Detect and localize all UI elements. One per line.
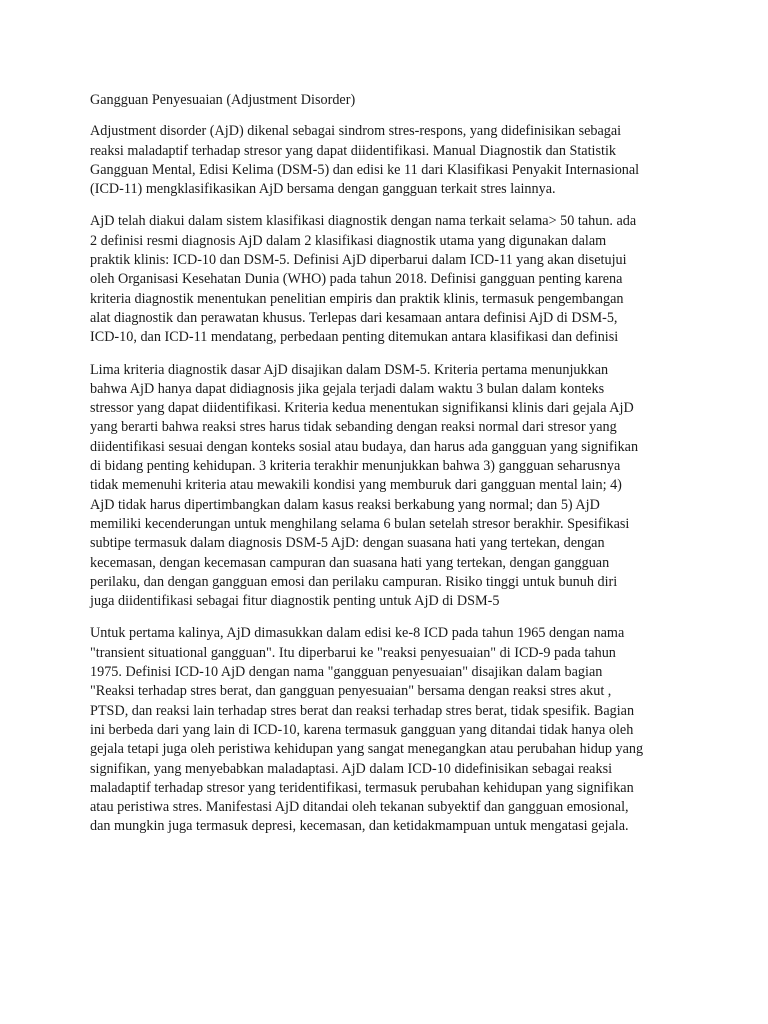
text-line: "Reaksi terhadap stres berat, dan gangguan penyesuaian" bersama dengan reaksi stres akut , — [90, 683, 612, 700]
text-line: Lima kriteria diagnostik dasar AjD disajikan dalam DSM-5. Kriteria pertama menunjukkan — [90, 361, 609, 378]
paragraph-1 — [90, 122, 680, 199]
text-line: di bidang penting kehidupan. 3 kriteria terakhir menunjukkan bahwa 3) gangguan seharusnya — [90, 458, 621, 475]
text-line: ini berbeda dari yang lain di ICD-10, karena termasuk gangguan yang ditandai tidak hanya oleh — [90, 721, 634, 738]
text-line: kriteria diagnostik menentukan penelitian empiris dan praktik klinis, termasuk pengembangan — [90, 290, 624, 307]
text-line: Adjustment disorder (AjD) dikenal sebagai sindrom stres-respons, yang didefinisikan sebagai — [90, 123, 622, 140]
document-body — [90, 122, 680, 836]
document-page — [90, 91, 680, 850]
text-line: diidentifikasi sesuai dengan konteks sosial atau budaya, dan harus ada gangguan yang signifikan — [90, 438, 639, 455]
text-line: gejala tetapi juga oleh peristiwa kehidupan yang sangat menegangkan atau perubahan hidup yang — [90, 741, 644, 758]
paragraph-4 — [90, 624, 680, 836]
text-line: perilaku, dan dengan gangguan emosi dan perilaku campuran. Risiko tinggi untuk bunuh diri — [90, 573, 618, 590]
text-line: stressor yang dapat diidentifikasi. Kriteria kedua menentukan signifikansi klinis dari gejala AjD — [90, 400, 634, 417]
text-line: AjD telah diakui dalam sistem klasifikasi diagnostik dengan nama terkait selama> 50 tahun. ada — [90, 213, 637, 230]
text-line: Gangguan Mental, Edisi Kelima (DSM-5) dan edisi ke 11 dari Klasifikasi Penyakit Internasional — [90, 161, 640, 178]
text-line: praktik klinis: ICD-10 dan DSM-5. Definisi AjD diperbarui dalam ICD-11 yang akan disetujui — [90, 252, 627, 269]
text-line: 1975. Definisi ICD-10 AjD dengan nama "gangguan penyesuaian" disajikan dalam bagian — [90, 664, 603, 681]
text-line: bahwa AjD hanya dapat didiagnosis jika gejala terjadi dalam waktu 3 bulan dalam konteks — [90, 380, 605, 397]
text-line: maladaptif terhadap stresor yang teridentifikasi, termasuk perubahan kehidupan yang signifikan — [90, 779, 634, 796]
text-line: AjD tidak harus dipertimbangkan dalam kasus reaksi berkabung yang normal; dan 5) AjD — [90, 496, 600, 513]
text-line: tidak memenuhi kriteria atau mewakili kondisi yang memburuk dari gangguan mental lain; 4) — [90, 477, 622, 494]
text-line: reaksi maladaptif terhadap stresor yang dapat diidentifikasi. Manual Diagnostik dan Statistik — [90, 142, 616, 159]
text-line: signifikan, yang menyebabkan maladaptasi. AjD dalam ICD-10 didefinisikan sebagai reaksi — [90, 760, 613, 777]
text-line: atau peristiwa stres. Manifestasi AjD ditandai oleh tekanan subyektif dan gangguan emosional, — [90, 799, 629, 816]
text-line: "transient situational gangguan". Itu diperbarui ke "reaksi penyesuaian" di ICD-9 pada tahun — [90, 644, 616, 661]
text-line: dan mungkin juga termasuk depresi, kecemasan, dan ketidakmampuan untuk mengatasi gejala. — [90, 818, 629, 835]
text-line: juga diidentifikasi sebagai fitur diagnostik penting untuk AjD di DSM-5 — [90, 593, 500, 610]
text-line: memiliki kecenderungan untuk menghilang selama 6 bulan setelah stresor berakhir. Spesifikasi — [90, 515, 630, 532]
text-line: oleh Organisasi Kesehatan Dunia (WHO) pada tahun 2018. Definisi gangguan penting karena — [90, 271, 623, 288]
text-line: (ICD-11) mengklasifikasikan AjD bersama dengan gangguan terkait stres lainnya. — [90, 181, 556, 198]
text-line: subtipe termasuk dalam diagnosis DSM-5 AjD: dengan suasana hati yang tertekan, dengan — [90, 535, 605, 552]
paragraph-3 — [90, 361, 680, 612]
text-line: Untuk pertama kalinya, AjD dimasukkan dalam edisi ke-8 ICD pada tahun 1965 dengan nama — [90, 625, 625, 642]
paragraph-2 — [90, 212, 680, 347]
text-line: kecemasan, dengan kecemasan campuran dan suasana hati yang tertekan, dengan gangguan — [90, 554, 610, 571]
text-line: 2 definisi resmi diagnosis AjD dalam 2 klasifikasi diagnostik utama yang digunakan dalam — [90, 232, 607, 249]
text-line: alat diagnostik dan perawatan khusus. Terlepas dari kesamaan antara definisi AjD di DSM-5, — [90, 309, 618, 326]
text-line: ICD-10, dan ICD-11 mendatang, perbedaan penting ditemukan antara klasifikasi dan definisi — [90, 329, 619, 346]
text-line: PTSD, dan reaksi lain terhadap stres berat dan reaksi terhadap stres berat, tidak spesifik. Bagian — [90, 702, 635, 719]
document-title: Gangguan Penyesuaian (Adjustment Disorder) — [90, 92, 356, 108]
text-line: yang berarti bahwa reaksi stres harus tidak sebanding dengan reaksi normal dari stresor yang — [90, 419, 617, 436]
